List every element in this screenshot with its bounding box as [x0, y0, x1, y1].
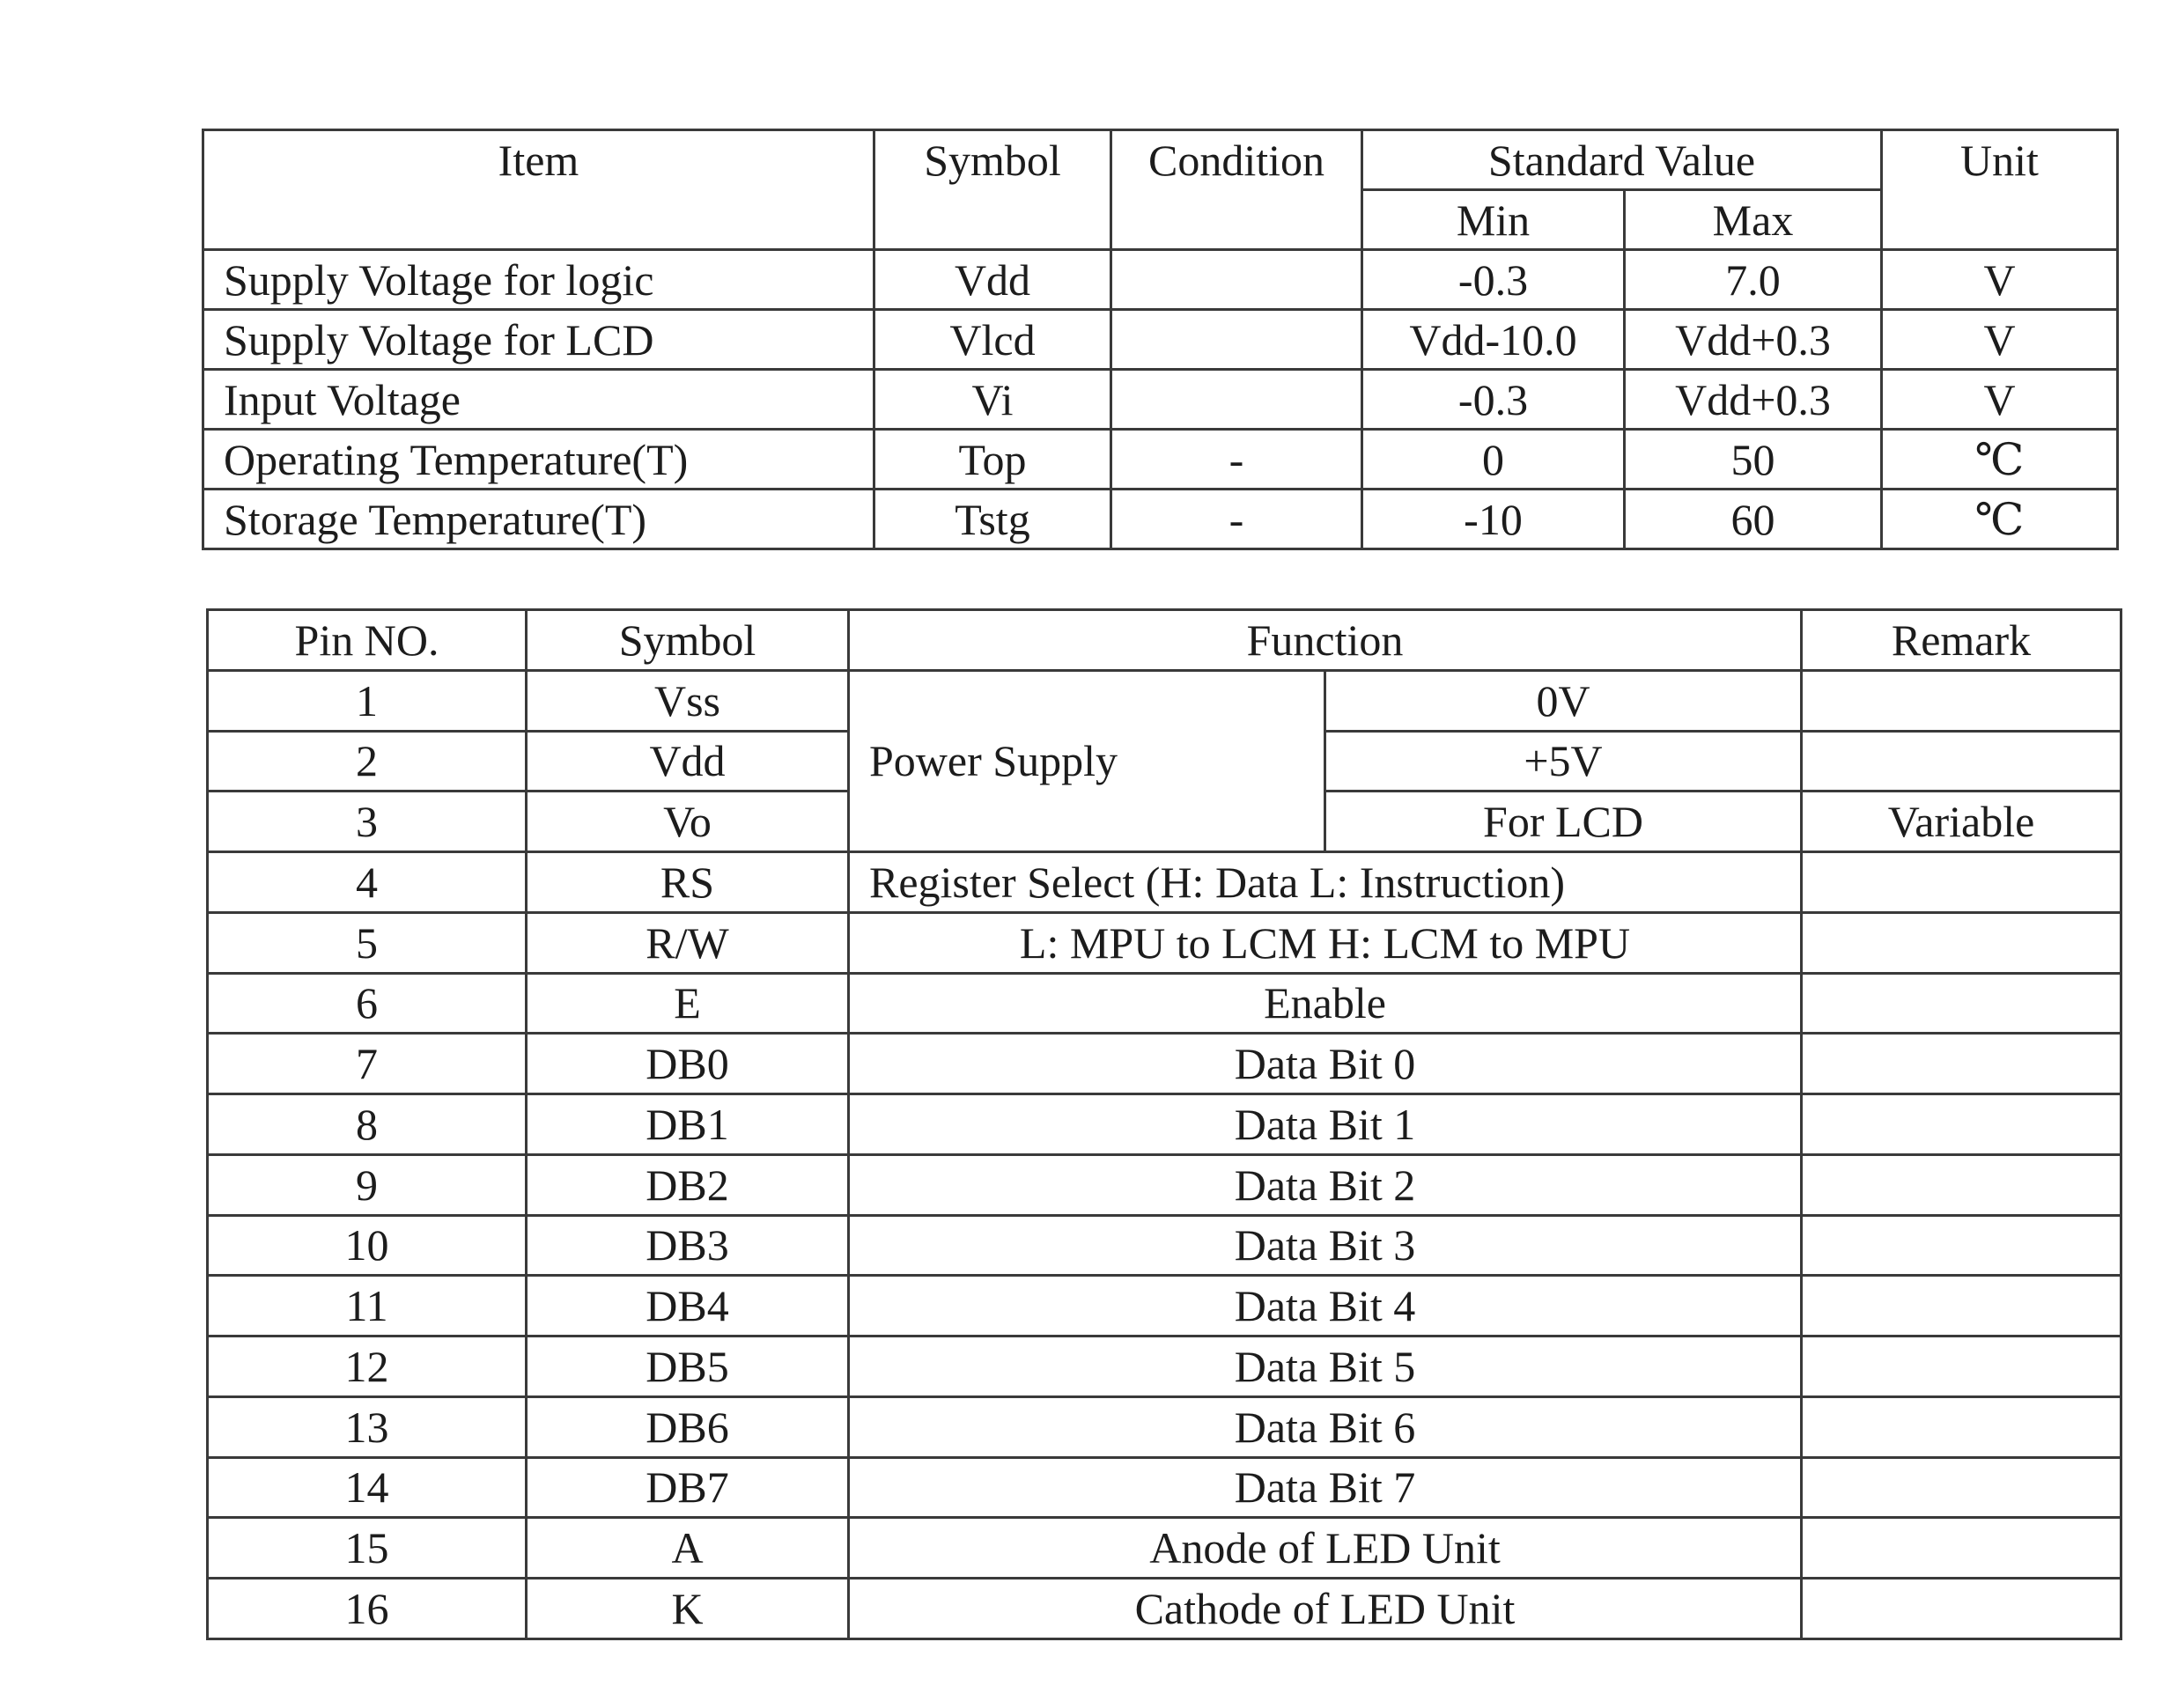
- ratings-header-row: [203, 130, 2118, 190]
- pin-symbol-cell: DB3: [527, 1215, 849, 1276]
- table-row: [203, 490, 2118, 549]
- pin-symbol-cell: DB2: [527, 1154, 849, 1215]
- condition-header: Condition: [1111, 130, 1362, 250]
- pin-symbol-header: Symbol: [527, 610, 849, 671]
- table-row: [203, 250, 2118, 310]
- remark-cell: [1802, 1154, 2121, 1215]
- pin-symbol-cell: Vo: [527, 792, 849, 852]
- function-cell: Data Bit 0: [849, 1034, 1802, 1094]
- symbol-cell: Vlcd: [874, 310, 1111, 370]
- standard-value-header: Standard Value: [1362, 130, 1882, 190]
- table-row: [208, 1396, 2121, 1457]
- table-row: [208, 670, 2121, 731]
- table-row: [208, 1094, 2121, 1155]
- remark-cell: [1802, 912, 2121, 973]
- remark-cell: [1802, 1094, 2121, 1155]
- item-cell: Input Voltage: [203, 370, 874, 430]
- pin-symbol-cell: E: [527, 973, 849, 1034]
- unit-cell: V: [1882, 310, 2118, 370]
- pin-symbol-cell: DB7: [527, 1457, 849, 1518]
- function-cell: 0V: [1325, 670, 1802, 731]
- function-cell: Anode of LED Unit: [849, 1518, 1802, 1579]
- function-cell: Data Bit 6: [849, 1396, 1802, 1457]
- pin-number-cell: 5: [208, 912, 527, 973]
- item-header: Item: [203, 130, 874, 250]
- pin-number-cell: 6: [208, 973, 527, 1034]
- function-cell: Enable: [849, 973, 1802, 1034]
- condition-cell: -: [1111, 490, 1362, 549]
- max-cell: Vdd+0.3: [1625, 370, 1882, 430]
- remark-cell: [1802, 1396, 2121, 1457]
- function-header: Function: [849, 610, 1802, 671]
- item-cell: Operating Temperature(T): [203, 430, 874, 490]
- unit-cell: ℃: [1882, 490, 2118, 549]
- pin-body: [208, 670, 2121, 1638]
- pin-number-cell: 2: [208, 731, 527, 792]
- power-supply-cell: Power Supply: [849, 670, 1325, 851]
- unit-cell: ℃: [1882, 430, 2118, 490]
- symbol-cell: Top: [874, 430, 1111, 490]
- pin-number-cell: 4: [208, 852, 527, 913]
- pin-number-cell: 9: [208, 1154, 527, 1215]
- pin-symbol-cell: DB4: [527, 1276, 849, 1336]
- condition-cell: -: [1111, 430, 1362, 490]
- function-cell: For LCD: [1325, 792, 1802, 852]
- table-row: [203, 310, 2118, 370]
- pin-number-cell: 11: [208, 1276, 527, 1336]
- table-row: [208, 1336, 2121, 1397]
- remark-cell: [1802, 1457, 2121, 1518]
- function-cell: Data Bit 2: [849, 1154, 1802, 1215]
- pin-symbol-cell: DB1: [527, 1094, 849, 1155]
- table-row: [208, 1034, 2121, 1094]
- table-row: [208, 973, 2121, 1034]
- pin-no-header: Pin NO.: [208, 610, 527, 671]
- function-cell: Data Bit 4: [849, 1276, 1802, 1336]
- pin-number-cell: 13: [208, 1396, 527, 1457]
- pin-number-cell: 1: [208, 670, 527, 731]
- symbol-cell: Tstg: [874, 490, 1111, 549]
- table-row: [208, 1215, 2121, 1276]
- remark-cell: [1802, 1518, 2121, 1579]
- remark-cell: [1802, 1215, 2121, 1276]
- pin-number-cell: 10: [208, 1215, 527, 1276]
- item-cell: Supply Voltage for LCD: [203, 310, 874, 370]
- symbol-cell: Vi: [874, 370, 1111, 430]
- unit-cell: V: [1882, 370, 2118, 430]
- function-cell: Cathode of LED Unit: [849, 1579, 1802, 1639]
- min-cell: Vdd-10.0: [1362, 310, 1625, 370]
- ratings-body: [203, 250, 2118, 549]
- function-cell: Register Select (H: Data L: Instruction): [849, 852, 1802, 913]
- remark-cell: [1802, 1579, 2121, 1639]
- table-row: [208, 1154, 2121, 1215]
- max-cell: Vdd+0.3: [1625, 310, 1882, 370]
- min-cell: 0: [1362, 430, 1625, 490]
- pin-symbol-cell: K: [527, 1579, 849, 1639]
- pin-symbol-cell: R/W: [527, 912, 849, 973]
- function-cell: Data Bit 3: [849, 1215, 1802, 1276]
- table-row: [208, 912, 2121, 973]
- table-row: [208, 1579, 2121, 1639]
- pin-number-cell: 14: [208, 1457, 527, 1518]
- pin-assignment-table: [206, 608, 2122, 1640]
- pin-symbol-cell: DB0: [527, 1034, 849, 1094]
- min-header: Min: [1362, 190, 1625, 250]
- pin-number-cell: 16: [208, 1579, 527, 1639]
- remark-cell: [1802, 1276, 2121, 1336]
- absolute-ratings-table: [202, 129, 2119, 550]
- pin-symbol-cell: A: [527, 1518, 849, 1579]
- function-cell: L: MPU to LCM H: LCM to MPU: [849, 912, 1802, 973]
- table-row: [208, 1276, 2121, 1336]
- remark-cell: [1802, 1034, 2121, 1094]
- remark-cell: Variable: [1802, 792, 2121, 852]
- unit-header: Unit: [1882, 130, 2118, 250]
- condition-cell: [1111, 370, 1362, 430]
- pin-symbol-cell: DB6: [527, 1396, 849, 1457]
- max-header: Max: [1625, 190, 1882, 250]
- table-row: [208, 1518, 2121, 1579]
- min-cell: -0.3: [1362, 250, 1625, 310]
- table-row: [203, 430, 2118, 490]
- max-cell: 50: [1625, 430, 1882, 490]
- remark-cell: [1802, 852, 2121, 913]
- remark-cell: [1802, 973, 2121, 1034]
- remark-header: Remark: [1802, 610, 2121, 671]
- pin-header-row: [208, 610, 2121, 671]
- pin-symbol-cell: Vss: [527, 670, 849, 731]
- item-cell: Supply Voltage for logic: [203, 250, 874, 310]
- min-cell: -10: [1362, 490, 1625, 549]
- function-cell: Data Bit 7: [849, 1457, 1802, 1518]
- pin-number-cell: 3: [208, 792, 527, 852]
- pin-symbol-cell: DB5: [527, 1336, 849, 1397]
- pin-number-cell: 12: [208, 1336, 527, 1397]
- max-cell: 7.0: [1625, 250, 1882, 310]
- table-row: [203, 370, 2118, 430]
- function-cell: Data Bit 1: [849, 1094, 1802, 1155]
- remark-cell: [1802, 670, 2121, 731]
- remark-cell: [1802, 731, 2121, 792]
- remark-cell: [1802, 1336, 2121, 1397]
- pin-number-cell: 8: [208, 1094, 527, 1155]
- min-cell: -0.3: [1362, 370, 1625, 430]
- max-cell: 60: [1625, 490, 1882, 549]
- unit-cell: V: [1882, 250, 2118, 310]
- item-cell: Storage Temperature(T): [203, 490, 874, 549]
- pin-symbol-cell: RS: [527, 852, 849, 913]
- symbol-header: Symbol: [874, 130, 1111, 250]
- condition-cell: [1111, 310, 1362, 370]
- pin-number-cell: 7: [208, 1034, 527, 1094]
- pin-number-cell: 15: [208, 1518, 527, 1579]
- function-cell: Data Bit 5: [849, 1336, 1802, 1397]
- condition-cell: [1111, 250, 1362, 310]
- table-row: [208, 1457, 2121, 1518]
- pin-symbol-cell: Vdd: [527, 731, 849, 792]
- table-row: [208, 852, 2121, 913]
- symbol-cell: Vdd: [874, 250, 1111, 310]
- function-cell: +5V: [1325, 731, 1802, 792]
